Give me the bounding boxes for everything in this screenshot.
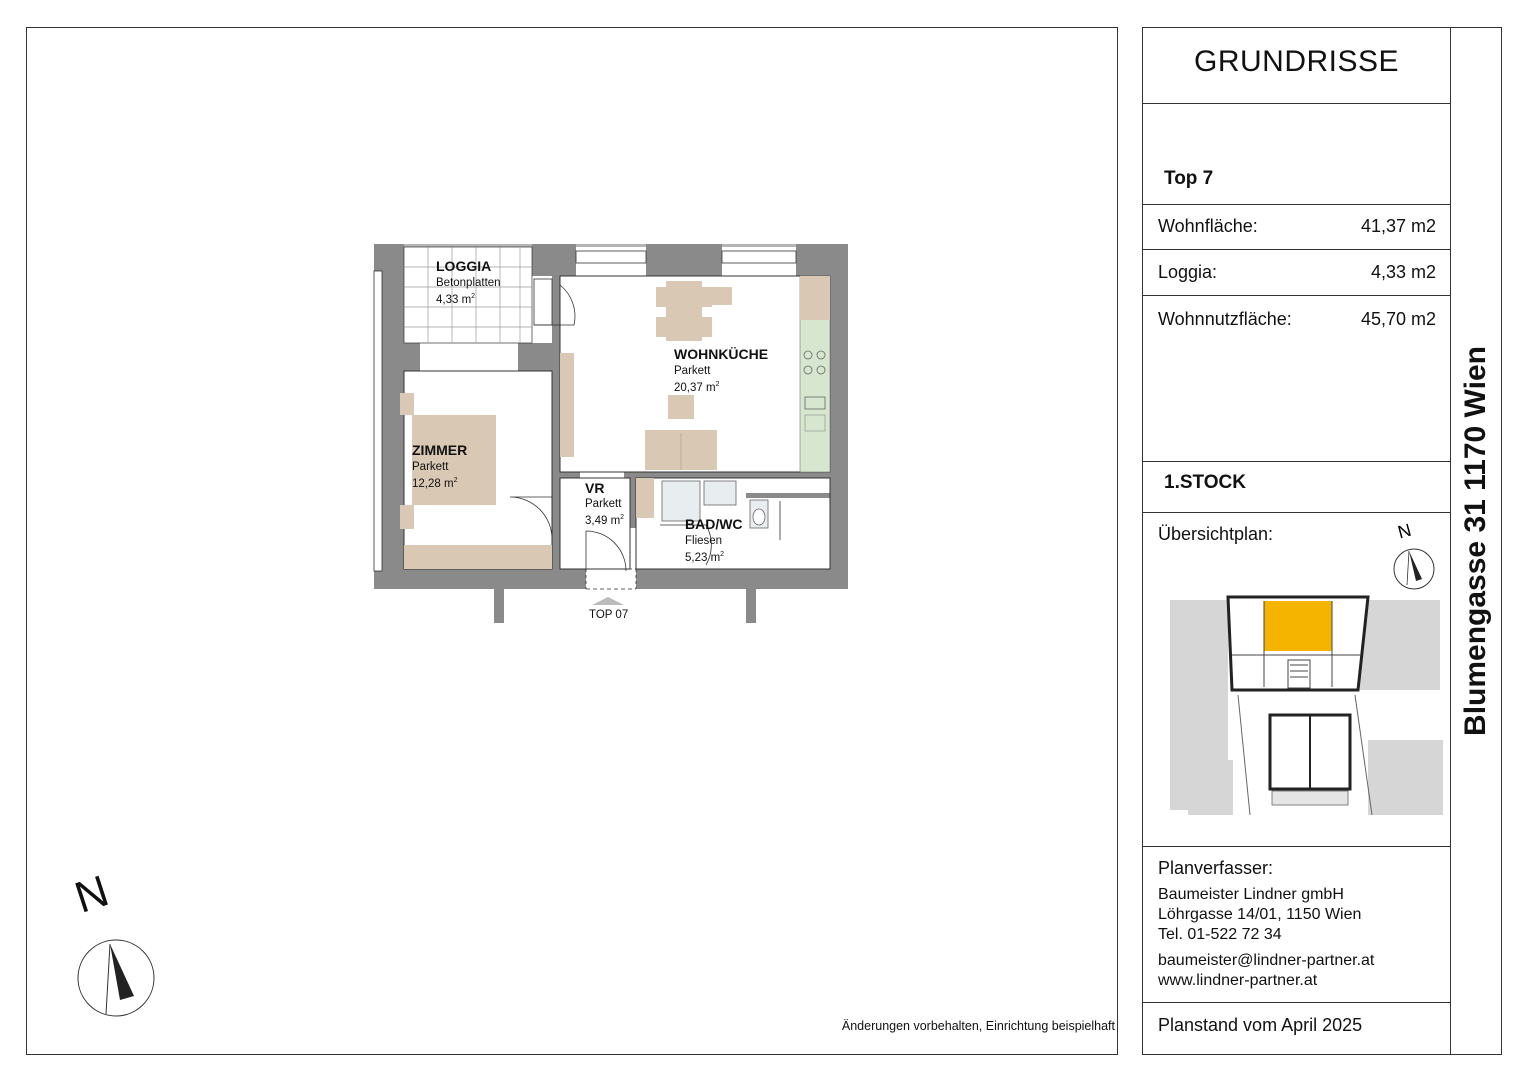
footer-note: Änderungen vorbehalten, Einrichtung beispielhaft <box>841 1019 1115 1033</box>
neighbor-building <box>1188 760 1233 815</box>
author-heading: Planverfasser: <box>1158 858 1274 878</box>
floor-label: 1.STOCK <box>1164 472 1247 493</box>
author-line: Tel. 01-522 72 34 <box>1158 926 1282 943</box>
area-label-wohnnutzflaeche: Wohnnutzfläche: <box>1158 309 1292 329</box>
rule <box>1142 512 1450 513</box>
floor-plan <box>360 235 860 635</box>
rule <box>1142 249 1450 250</box>
unit-label: Top 7 <box>1164 168 1214 189</box>
overview-label: Übersichtplan: <box>1158 524 1274 544</box>
overview-north-letter: N <box>1395 519 1414 543</box>
room-name-vr: VR <box>585 480 605 496</box>
room-name-loggia: LOGGIA <box>436 258 492 274</box>
sheet-title: GRUNDRISSE <box>1193 45 1400 78</box>
room-area-loggia: 4,33 $m^2$ <box>436 293 476 306</box>
north-letter: N <box>69 866 115 923</box>
room-material-badwc: Fliesen <box>685 535 723 547</box>
room-area-vr: 3,49 $m^2$ <box>585 514 625 527</box>
rule <box>1142 295 1450 296</box>
north-arrow-icon <box>110 944 134 1000</box>
room-name-zimmer: ZIMMER <box>412 442 468 458</box>
highlight-unit <box>1264 601 1332 651</box>
room-material-loggia: Betonplatten <box>436 277 501 289</box>
area-value-wohnnutzflaeche: 45,70 m2 <box>1360 309 1436 329</box>
plan-status: Planstand vom April 2025 <box>1158 1015 1363 1035</box>
room-material-wohnkueche: Parkett <box>674 365 711 377</box>
rule <box>1142 204 1450 205</box>
neighbor-building <box>1368 740 1443 815</box>
room-area-badwc: 5,23 $m^2$ <box>685 551 725 564</box>
room-area-zimmer: 12,28 $m^2$ <box>412 477 458 490</box>
author-line: Löhrgasse 14/01, 1150 Wien <box>1158 906 1362 923</box>
overview-site-plan <box>1160 515 1448 845</box>
room-name-wohnkueche: WOHNKÜCHE <box>674 346 769 362</box>
area-label-wohnflaeche: Wohnfläche: <box>1158 216 1258 236</box>
address-text: Blumengasse 31 1170 Wien <box>1459 346 1492 736</box>
kitchen-counter <box>800 276 830 472</box>
area-value-wohnflaeche: 41,37 m2 <box>1360 216 1436 236</box>
overview-north-arrow-icon <box>1409 551 1422 581</box>
room-material-zimmer: Parkett <box>412 461 449 473</box>
room-area-wohnkueche: 20,37 $m^2$ <box>674 381 720 394</box>
author-line: Baumeister Lindner gmbH <box>1158 886 1344 903</box>
address-vertical <box>1451 27 1501 1055</box>
author-email[interactable]: baumeister@lindner-partner.at <box>1158 952 1375 969</box>
top-strip <box>374 244 846 247</box>
room-name-badwc: BAD/WC <box>685 516 743 532</box>
rule <box>1142 461 1450 462</box>
area-label-loggia: Loggia: <box>1158 262 1218 282</box>
neighbor-building <box>1360 600 1440 690</box>
entrance-marker-icon <box>592 597 624 605</box>
compass-icon <box>74 936 158 1020</box>
rule <box>1142 1002 1450 1003</box>
room-material-vr: Parkett <box>585 498 622 510</box>
rule <box>1142 103 1450 104</box>
area-value-loggia: 4,33 m2 <box>1370 262 1436 282</box>
author-website[interactable]: www.lindner-partner.at <box>1158 972 1318 989</box>
rule <box>1142 846 1450 847</box>
entrance-label: TOP 07 <box>589 609 629 621</box>
